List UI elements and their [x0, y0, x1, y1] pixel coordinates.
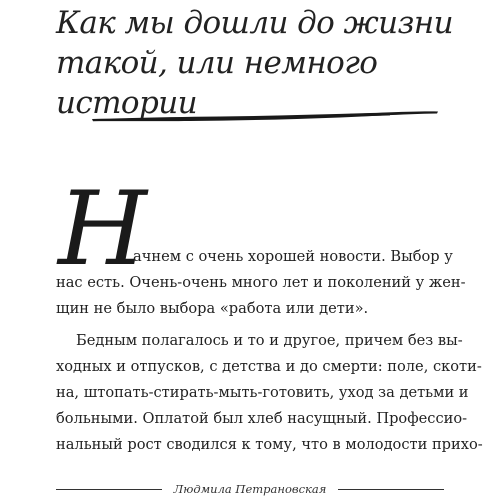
paragraph-2-line: нальный рост сводился к тому, что в молодости прихо- [56, 436, 483, 453]
body-text [56, 244, 483, 458]
chapter-title-line-1: Как мы дошли до жизни [56, 5, 453, 41]
chapter-title-line-3: истории [56, 85, 197, 121]
chapter-title [56, 3, 476, 123]
chapter-title-line-2: такой, или немного [56, 45, 378, 81]
paragraph-2-line: на, штопать-стирать-мыть-готовить, уход за детьми и [56, 384, 469, 401]
footer-rule-right [338, 489, 444, 490]
paragraph-2-line: больными. Оплатой был хлеб насущный. Профессио- [56, 410, 468, 427]
paragraph-1-line: ачнем с очень хорошей новости. Выбор у [133, 248, 453, 265]
paragraph-2-line: ходных и отпусков, с детства и до смерти: поле, скоти- [56, 358, 482, 375]
drop-cap-letter: Н [58, 170, 147, 289]
page-footer [56, 481, 444, 497]
paragraph-1-line: щин не было выбора «работа или дети». [56, 300, 369, 317]
footer-author: Людмила Петрановская [173, 482, 327, 496]
paragraph-1-line: нас есть. Очень-очень много лет и поколений у жен- [56, 274, 466, 291]
paragraph-2-line: Бедным полагалось и то и другое, причем без вы- [76, 332, 463, 349]
brush-stroke-underline [90, 108, 440, 124]
